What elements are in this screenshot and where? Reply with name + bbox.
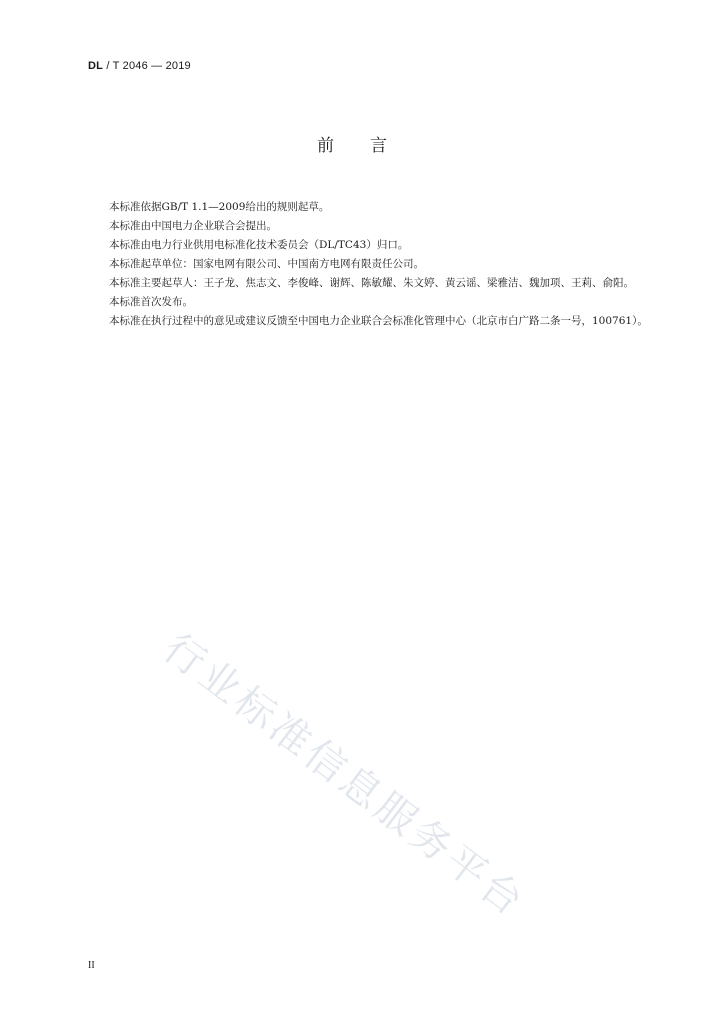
standard-code-header (88, 60, 191, 72)
paragraph-drafters: 本标准主要起草人：王子龙、焦志文、李俊峰、谢辉、陈敏耀、朱文婷、黄云谣、梁雅洁、魏加项、王莉、俞阳。 (109, 277, 634, 289)
paragraph-feedback: 本标准在执行过程中的意见或建议反馈至中国电力企业联合会标准化管理中心（北京市白广路二条一号，100761）。 (109, 315, 648, 327)
page-title: 前言 (317, 136, 423, 156)
watermark-text: 行业标准信息服务平台 (154, 625, 534, 927)
standard-code-prefix: DL (88, 60, 104, 72)
paragraph-proposer: 本标准由中国电力企业联合会提出。 (109, 220, 277, 232)
standard-code-suffix: / T 2046 — 2019 (103, 60, 191, 72)
paragraph-drafting-units: 本标准起草单位：国家电网有限公司、中国南方电网有限责任公司。 (109, 258, 424, 270)
paragraph-committee: 本标准由电力行业供用电标准化技术委员会（DL/TC43）归口。 (109, 239, 409, 251)
page-number: II (88, 960, 95, 971)
foreword-body (88, 198, 660, 331)
paragraph-drafting-rule: 本标准依据GB/T 1.1—2009给出的规则起草。 (109, 201, 330, 213)
paragraph-first-release: 本标准首次发布。 (109, 296, 193, 308)
